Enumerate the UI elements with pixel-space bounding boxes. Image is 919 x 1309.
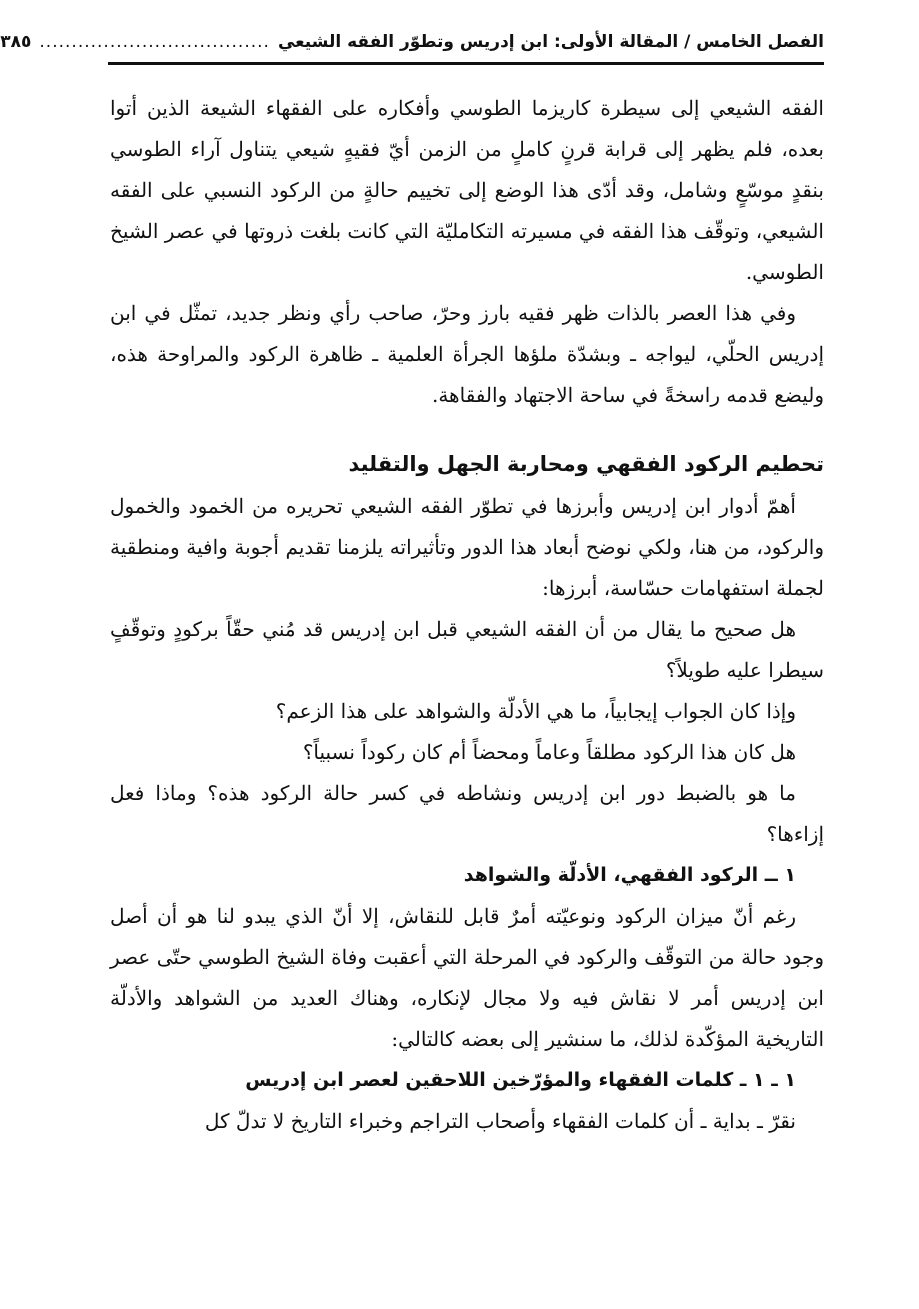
- question-1: هل صحيح ما يقال من أن الفقه الشيعي قبل ابن إدريس قد مُني حقّاً بركودٍ وتوقّفٍ سيطرا عليه طويلاً؟: [110, 617, 824, 682]
- section-heading: تحطيم الركود الفقهي ومحاربة الجهل والتقليد: [348, 452, 824, 476]
- header-leader-dots: ....................................: [39, 32, 270, 52]
- paragraph: أهمّ أدوار ابن إدريس وأبرزها في تطوّر الفقه الشيعي تحريره من الخمود والخمول والركود، من هنا، ولكي نوضح أبعاد هذا الدور وتأثيراته يلزمنا تقديم أجوبة وافية ومنطقية لجملة استفهامات حسّاسة، أبرزها:: [110, 494, 824, 600]
- paragraph: نقرّ ـ بداية ـ أن كلمات الفقهاء وأصحاب التراجم وخبراء التاريخ لا تدلّ كل: [204, 1109, 796, 1133]
- question-2: وإذا كان الجواب إيجابياً، ما هي الأدلّة والشواهد على هذا الزعم؟: [275, 699, 796, 723]
- question-3: هل كان هذا الركود مطلقاً وعاماً ومحضاً أم كان ركوداً نسبياً؟: [302, 740, 796, 764]
- paragraph: وفي هذا العصر بالذات ظهر فقيه بارز وحرّ، صاحب رأي ونظر جديد، تمثّل في ابن إدريس الحلّي، ليواجه ـ وبشدّة ملؤها الجرأة العلمية ـ ظاهرة الركود والمراوحة هذه، وليضع قدمه راسخةً في ساحة الاجتهاد والفقاهة.: [110, 301, 824, 407]
- chapter-title: الفصل الخامس / المقالة الأولى: ابن إدريس وتطوّر الفقه الشيعي: [277, 32, 824, 52]
- running-header: [0, 22, 824, 65]
- subsubsection-heading: ١ ـ ١ ـ كلمات الفقهاء والمؤرّخين اللاحقين لعصر ابن إدريس: [245, 1069, 796, 1091]
- paragraph-continued: الفقه الشيعي إلى سيطرة كاريزما الطوسي وأفكاره على الفقهاء الشيعة الذين أتوا بعده، فلم يظهر إلى قرابة قرنٍ كاملٍ من الزمن أيّ فقيهٍ شيعي يتناول آراء الطوسي بنقدٍ موسّعٍ وشامل، وقد أدّى هذا الوضع إلى تخييم حالةٍ من الركود النسبي على الفقه الشيعي، وتوقّف هذا الفقه في مسيرته التكامليّة التي كانت بلغت ذروتها في عصر الشيخ الطوسي.: [110, 96, 824, 284]
- paragraph: رغم أنّ ميزان الركود ونوعيّته أمرٌ قابل للنقاش، إلا أنّ الذي يبدو لنا هو أن أصل وجود حالة من التوقّف والركود في المرحلة التي أعقبت وفاة الشيخ الطوسي حتّى عصر ابن إدريس أمر لا نقاش فيه ولا مجال لإنكاره، وهناك العديد من الشواهد والأدلّة التاريخية المؤكّدة لذلك، ما سنشير إلى بعضه كالتالي:: [110, 904, 824, 1051]
- page-body: [110, 88, 824, 1142]
- question-4: ما هو بالضبط دور ابن إدريس ونشاطه في كسر حالة الركود هذه؟ وماذا فعل إزاءها؟: [110, 781, 824, 846]
- subsection-heading: ١ ــ الركود الفقهي، الأدلّة والشواهد: [463, 864, 796, 886]
- page-number: ٣٨٥: [0, 32, 32, 52]
